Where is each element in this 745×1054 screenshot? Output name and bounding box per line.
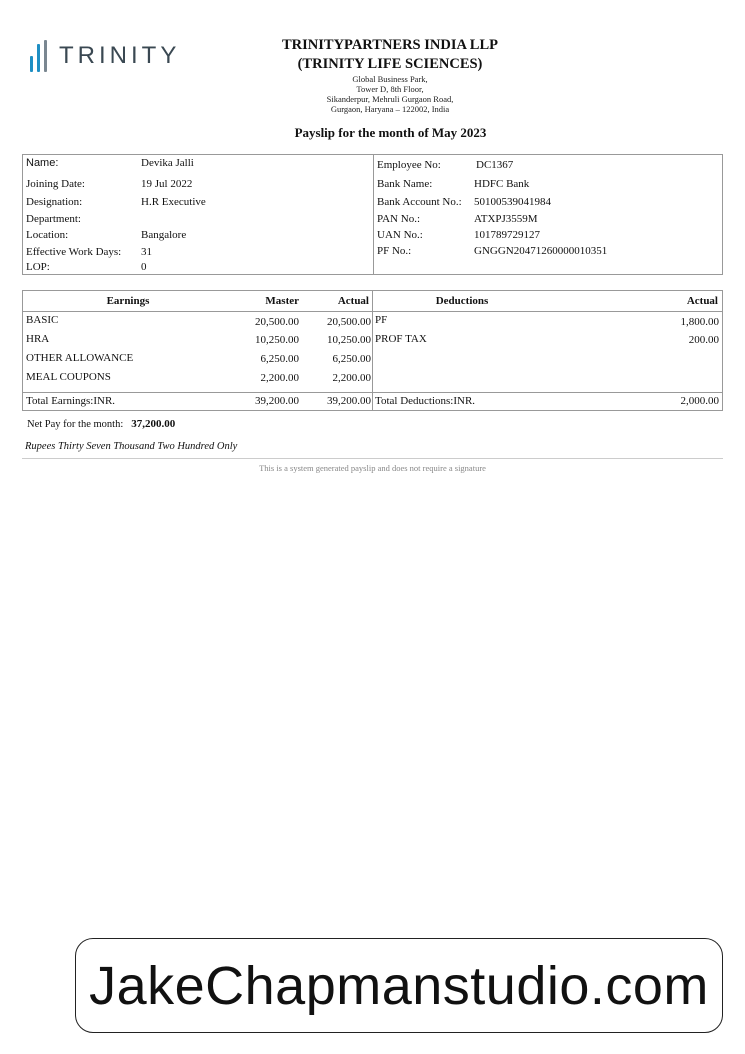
header-earnings: Earnings (106, 295, 150, 307)
deduction-actual: 1,800.00 (680, 316, 719, 328)
net-pay-label: Net Pay for the month: (27, 419, 124, 430)
deduction-actual: 200.00 (688, 334, 719, 346)
total-deductions-label: Total Deductions:INR. (375, 395, 476, 407)
header-deduction-actual: Actual (686, 295, 718, 307)
company-name: TRINITYPARTNERS INDIA LLP (282, 37, 498, 53)
divider (22, 458, 723, 459)
watermark-banner (75, 938, 723, 1033)
address-line: Gurgaon, Haryana – 122002, India (330, 104, 450, 114)
company-logo (30, 38, 180, 74)
earning-name: BASIC (26, 314, 59, 326)
earning-actual: 10,250.00 (327, 334, 371, 346)
deduction-name: PF (375, 314, 388, 326)
earning-master: 6,250.00 (260, 353, 299, 365)
total-earnings-actual: 39,200.00 (327, 395, 371, 407)
divider (373, 155, 374, 274)
address-line: Tower D, 8th Floor, (356, 84, 424, 94)
header-actual: Actual (337, 295, 369, 307)
divider (23, 311, 722, 312)
address-line: Sikanderpur, Mehruli Gurgaon Road, (326, 94, 454, 104)
earning-name: HRA (26, 333, 50, 345)
total-earnings-master: 39,200.00 (255, 395, 299, 407)
company-subname: (TRINITY LIFE SCIENCES) (297, 56, 483, 72)
earning-actual: 2,200.00 (332, 372, 371, 384)
header-deductions: Deductions (435, 295, 489, 307)
earning-name: MEAL COUPONS (26, 371, 111, 383)
employee-details: Name: Devika Jalli Joining Date: 19 Jul 2022 Designation: H.R Executive Department: Location: Bangalore Effective Work Days: 31 LOP: 0 Employee No: DC1367 Bank Name: HDFC Bank Bank Account No.: 50100539041984 PAN No.: ATXPJ3559M UAN No.: 101789729127 PF No.: GNGGN20471260000010351 (22, 154, 723, 275)
earning-name: OTHER ALLOWANCE (26, 352, 134, 364)
system-note: This is a system generated payslip and does not require a signature (259, 463, 486, 473)
earning-master: 20,500.00 (255, 316, 299, 328)
earning-actual: 6,250.00 (332, 353, 371, 365)
logo-bars-icon (30, 40, 47, 72)
total-earnings-label: Total Earnings:INR. (26, 395, 116, 407)
logo-text: TRINITY (59, 42, 181, 69)
header-master: Master (265, 295, 299, 307)
deduction-name: PROF TAX (375, 333, 427, 345)
total-deductions-actual: 2,000.00 (680, 395, 719, 407)
earning-master: 2,200.00 (260, 372, 299, 384)
earning-master: 10,250.00 (255, 334, 299, 346)
address-line: Global Business Park, (352, 74, 428, 84)
company-header (215, 36, 565, 114)
earning-actual: 20,500.00 (327, 316, 371, 328)
net-pay-value: 37,200.00 (131, 418, 176, 430)
earnings-deductions-table (22, 290, 723, 411)
payslip-title: Payslip for the month of May 2023 (294, 125, 487, 140)
divider (23, 392, 722, 393)
amount-in-words: Rupees Thirty Seven Thousand Two Hundred Only (25, 441, 238, 452)
watermark-text: JakeChapmanstudio.com (89, 955, 709, 1016)
net-pay (27, 418, 175, 430)
